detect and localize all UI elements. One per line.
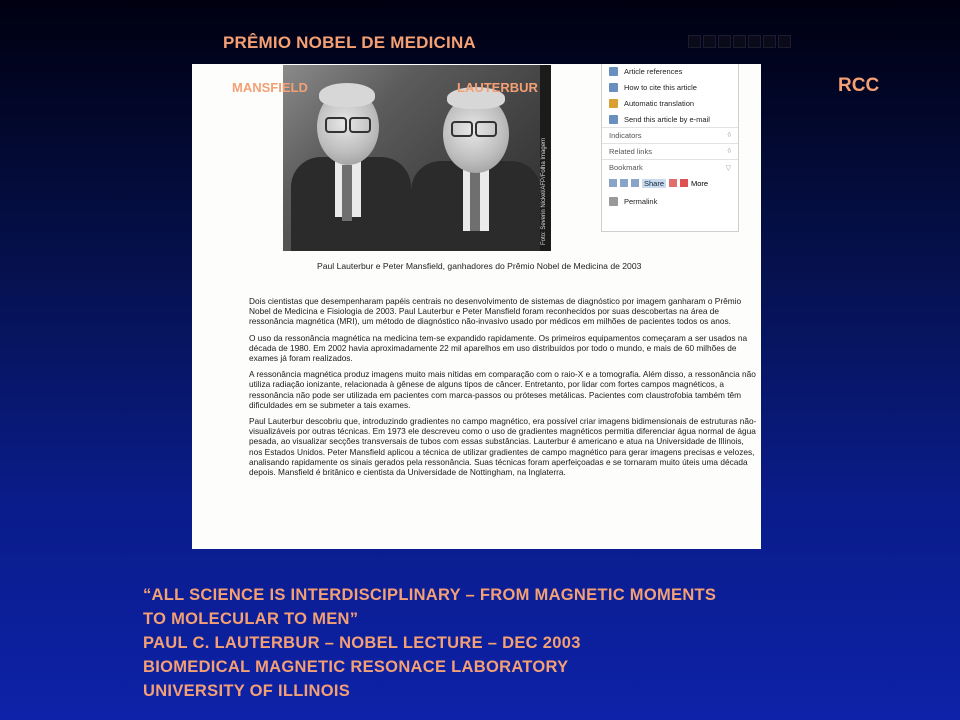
social-icon[interactable] xyxy=(609,179,617,187)
social-icon[interactable] xyxy=(631,179,639,187)
slide-title: PRÊMIO NOBEL DE MEDICINA xyxy=(223,33,476,52)
chevron-down-icon: ▽ xyxy=(725,164,731,172)
quote-laboratory: BIOMEDICAL MAGNETIC RESONACE LABORATORY xyxy=(143,658,569,676)
chevron-icon: ◊ xyxy=(727,132,731,139)
document-icon xyxy=(609,83,618,92)
link-automatic-translation[interactable]: Automatic translation xyxy=(602,95,738,111)
quote-line: “ALL SCIENCE IS INTERDISCIPLINARY – FROM MAGNETIC MOMENTS xyxy=(143,586,717,604)
document-icon xyxy=(609,67,618,76)
label-lauterbur: LAUTERBUR xyxy=(457,80,538,95)
link-icon xyxy=(609,197,618,206)
social-icon[interactable] xyxy=(669,179,677,187)
plus-icon[interactable] xyxy=(680,179,688,187)
article-tools-panel xyxy=(601,64,739,232)
section-related-links[interactable]: Related links ◊ xyxy=(602,143,738,159)
social-icon[interactable] xyxy=(620,179,628,187)
label-mansfield: MANSFIELD xyxy=(232,80,308,95)
quote-line: TO MOLECULAR TO MEN” xyxy=(143,610,359,628)
more-button[interactable]: More xyxy=(691,178,709,188)
share-bar xyxy=(602,175,738,191)
photo-caption: Paul Lauterbur e Peter Mansfield, ganhadores do Prêmio Nobel de Medicina de 2003 xyxy=(317,261,642,271)
section-bookmark[interactable]: Bookmark ▽ xyxy=(602,159,738,175)
article-scan xyxy=(192,64,761,549)
slide-tag: RCC xyxy=(838,75,880,96)
quote-university: UNIVERSITY OF ILLINOIS xyxy=(143,682,351,700)
chevron-icon: ◊ xyxy=(727,148,731,155)
article-body xyxy=(249,296,757,483)
link-article-references[interactable]: Article references xyxy=(602,64,738,79)
quote-attribution: PAUL C. LAUTERBUR – NOBEL LECTURE – DEC 2003 xyxy=(143,634,581,652)
section-indicators[interactable]: Indicators ◊ xyxy=(602,127,738,143)
email-icon xyxy=(609,115,618,124)
link-permalink[interactable]: Permalink xyxy=(602,193,738,209)
decorative-squares xyxy=(688,35,796,49)
translate-icon xyxy=(609,99,618,108)
link-send-email[interactable]: Send this article by e-mail xyxy=(602,111,738,127)
article-paragraph: Paul Lauterbur descobriu que, introduzindo gradientes no campo magnético, era possível criar imagens bidimensionais de estruturas não-visualizáveis por outras técnicas. Em 1973 ele descreveu como o uso de gradientes magnéticos permitia diferenciar água normal de água pesada, ao visualizar secções transversais de tubos com essas substâncias. Lauterbur é americano e atua na Universidade de Illinois, nos Estados Unidos. Peter Mansfield aplicou a técnica de utilizar gradientes de campo magnético para gerar imagens precisas e velozes, analisando rapidamente os sinais gerados pela ressonância. Suas técnicas foram aperfeiçoadas e se tornaram muito úteis uma década depois. Mansfield é britânico e cientista da Universidade de Nottingham, na Inglaterra. xyxy=(249,416,757,478)
link-how-to-cite[interactable]: How to cite this article xyxy=(602,79,738,95)
lecture-quote xyxy=(143,583,716,703)
article-paragraph: A ressonância magnética produz imagens muito mais nítidas em comparação com o raio-X e a tomografia. Além disso, a ressonância não utiliza radiação ionizante, relacionada à gênese de alguns tipos de câncer. Entretanto, por lidar com fortes campos magnéticos, a ressonância não pode ser utilizada em pacientes com marca-passos ou próteses metálicas. Pacientes com claustrofobia também têm dificuldades em se submeter a tais exames. xyxy=(249,369,756,410)
article-paragraph: Dois cientistas que desempenharam papéis centrais no desenvolvimento de sistemas de diagnóstico por imagem ganharam o Prêmio Nobel de Medicina e Fisiologia de 2003. Paul Lauterbur e Peter Mansfield foram reconhecidos por suas descobertas na área de ressonância magnética (MRI), um método de diagnóstico não-invasivo usado por médicos em milhões de pacientes todos os anos. xyxy=(249,296,742,327)
photo-credit: Foto: Severin Nickel/AFP/Folha Imagem xyxy=(540,65,551,251)
article-paragraph: O uso da ressonância magnética na medicina tem-se expandido rapidamente. Os primeiros equipamentos começaram a ser usados na década de 1980. Em 2002 havia aproximadamente 22 mil aparelhos em uso distribuídos por todo o mundo, e mais de 60 milhões de exames já foram realizados. xyxy=(249,332,748,364)
share-button[interactable]: Share xyxy=(644,178,665,188)
